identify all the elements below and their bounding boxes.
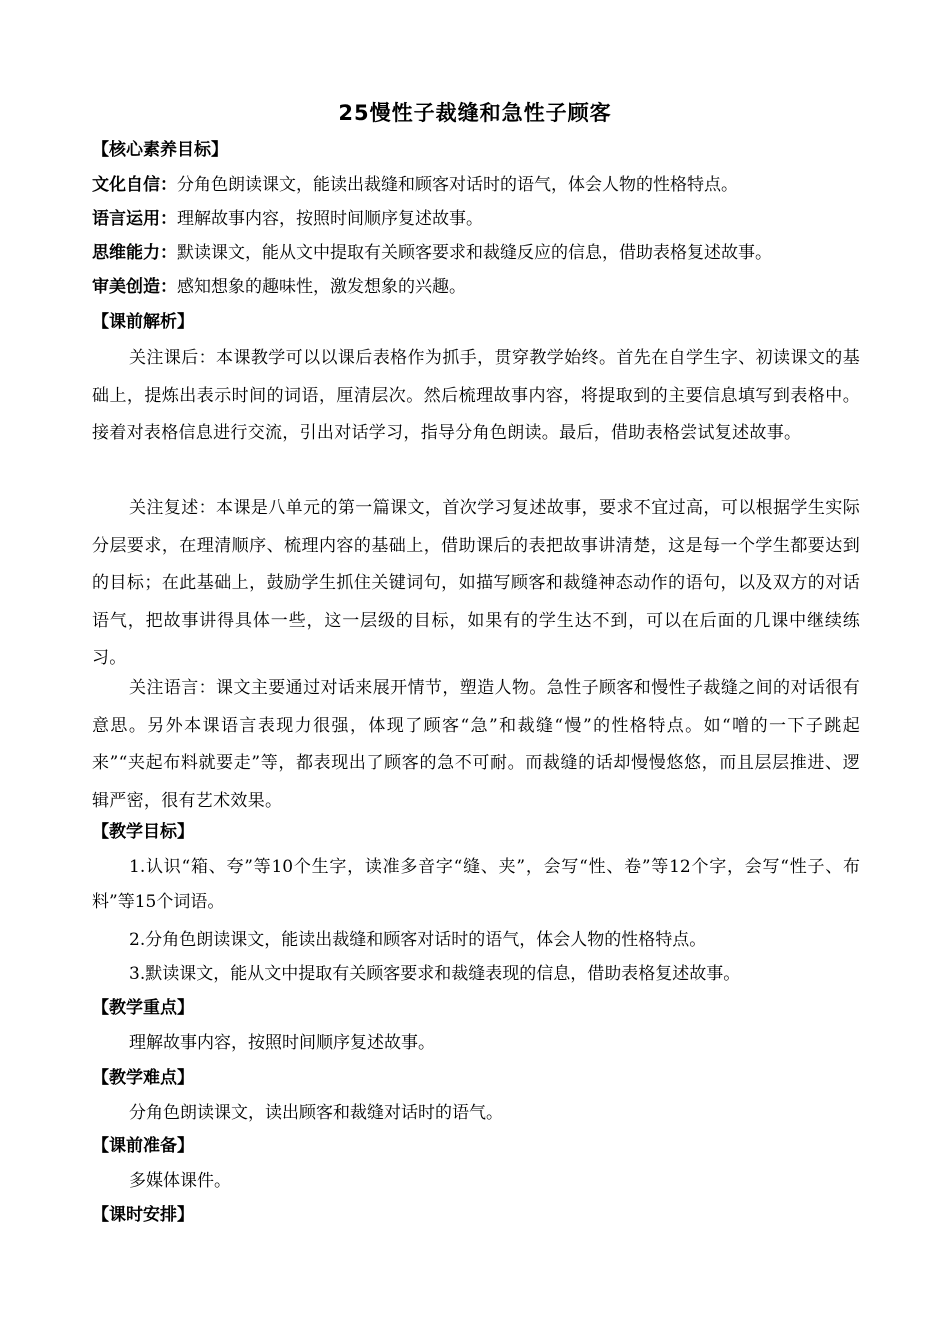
document-title: 25慢性子裁缝和急性子顾客 xyxy=(338,101,612,125)
goal-text: 感知想象的趣味性，激发想象的兴趣。 xyxy=(177,277,466,297)
analysis-paragraph-language: 关注语言：课文主要通过对话来展开情节，塑造人物。急性子顾客和慢性子裁缝之间的对话很有意思。另外本课语言表现力很强，体现了顾客“急”和裁缝“慢”的性格特点。如“噌的一下子跳起来”“夹起布料就要走”等，都表现出了顾客的急不可耐。而裁缝的话却慢慢悠悠，而且层层推进、逻辑严密，很有艺术效果。 xyxy=(92,678,860,811)
difficulties-text: 分角色朗读课文，读出顾客和裁缝对话时的语气。 xyxy=(129,1103,503,1123)
teaching-goal-1: 1.认识“箱、夸”等10个生字，读准多音字“缝、夹”，会写“性、卷”等12个字，会写“性子、布料”等15个词语。 xyxy=(92,857,860,912)
teaching-goal-3: 3.默读课文，能从文中提取有关顾客要求和裁缝表现的信息，借助表格复述故事。 xyxy=(129,964,741,984)
goal-text: 理解故事内容，按照时间顺序复述故事。 xyxy=(177,209,483,229)
heading-schedule: 【课时安排】 xyxy=(92,1205,194,1225)
teaching-goal-2: 2.分角色朗读课文，能读出裁缝和顾客对话时的语气，体会人物的性格特点。 xyxy=(129,930,707,950)
heading-difficulties: 【教学难点】 xyxy=(92,1068,194,1088)
goal-label: 思维能力： xyxy=(92,243,177,263)
heading-key-points: 【教学重点】 xyxy=(92,998,194,1018)
analysis-paragraph-retelling: 关注复述：本课是八单元的第一篇课文，首次学习复述故事，要求不宜过高，可以根据学生实际分层要求，在理清顺序、梳理内容的基础上，借助课后的表把故事讲清楚，这是每一个学生都要达到的目标；在此基础上，鼓励学生抓住关键词句，如描写顾客和裁缝神态动作的语句，以及双方的对话语气，把故事讲得具体一些，这一层级的目标，如果有的学生达不到，可以在后面的几课中继续练习。 xyxy=(92,498,860,668)
goal-text: 默读课文，能从文中提取有关顾客要求和裁缝反应的信息，借助表格复述故事。 xyxy=(177,243,772,263)
goal-label: 语言运用： xyxy=(92,209,177,229)
heading-core-goals: 【核心素养目标】 xyxy=(92,140,228,160)
heading-teaching-goals: 【教学目标】 xyxy=(92,822,194,842)
goal-label: 文化自信： xyxy=(92,175,177,195)
heading-preparation: 【课前准备】 xyxy=(92,1136,194,1156)
preparation-text: 多媒体课件。 xyxy=(129,1171,231,1191)
analysis-paragraph-after-class: 关注课后：本课教学可以以课后表格作为抓手，贯穿教学始终。首先在自学生字、初读课文的基础上，提炼出表示时间的词语，厘清层次。然后梳理故事内容，将提取到的主要信息填写到表格中。接着对表格信息进行交流，引出对话学习，指导分角色朗读。最后，借助表格尝试复述故事。 xyxy=(92,348,860,443)
goal-text: 分角色朗读课文，能读出裁缝和顾客对话时的语气，体会人物的性格特点。 xyxy=(177,175,738,195)
goal-thinking xyxy=(92,241,858,265)
heading-analysis: 【课前解析】 xyxy=(92,312,194,332)
goal-language xyxy=(92,207,858,231)
key-points-text: 理解故事内容，按照时间顺序复述故事。 xyxy=(129,1033,435,1053)
goal-aesthetic xyxy=(92,275,858,299)
goal-culture xyxy=(92,173,858,197)
goal-label: 审美创造： xyxy=(92,277,177,297)
